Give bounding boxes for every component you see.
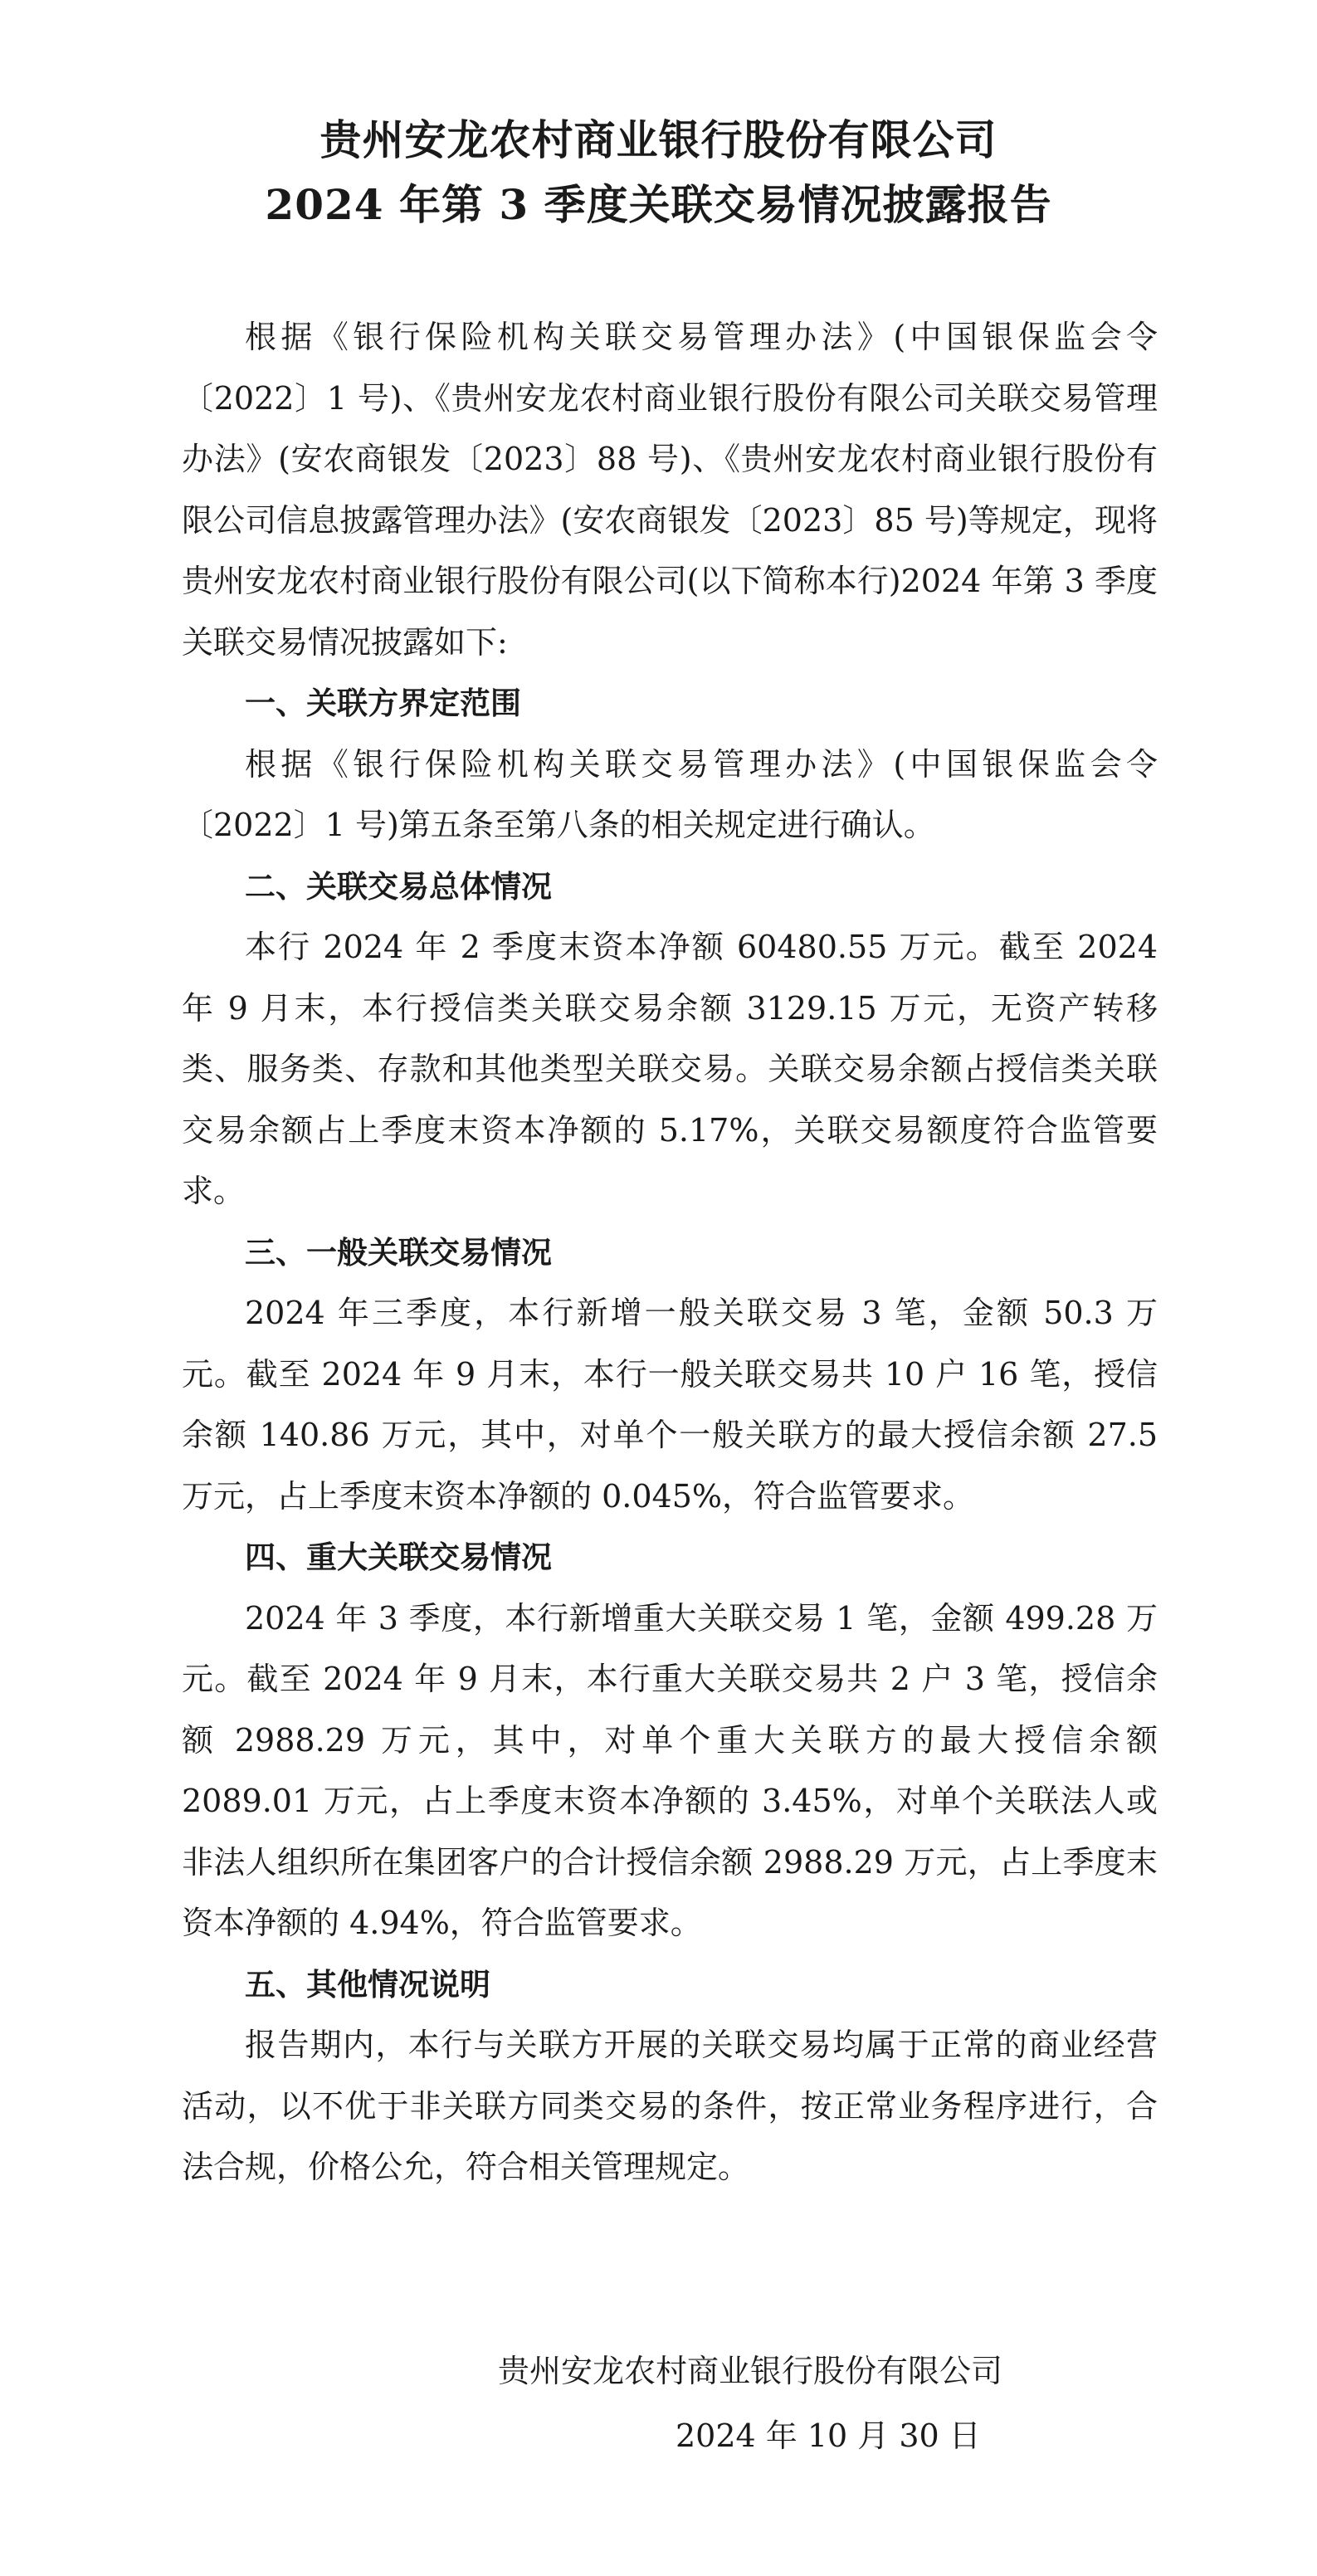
section-heading-2: 二、关联交易总体情况 — [245, 868, 552, 905]
section-paragraph-3: 2024 年三季度，本行新增一般关联交易 3 笔，金额 50.3 万元。截至 2024 年 9 月末，本行一般关联交易共 10 户 16 笔，授信余额 140.86 万元，其中，对单个一般关联方的最大授信余额 27.5 万元，占上季度末资本净额的 0.045%，符合监管要求。 — [182, 1295, 1158, 1515]
document-title-line-2: 2024 年第 3 季度关联交易情况披露报告 — [265, 180, 1052, 229]
document-title-line-1: 贵州安龙农村商业银行股份有限公司 — [319, 115, 998, 164]
section-paragraph-5: 报告期内，本行与关联方开展的关联交易均属于正常的商业经营活动，以不优于非关联方同类交易的条件，按正常业务程序进行，合法合规，价格公允，符合相关管理规定。 — [182, 2027, 1158, 2185]
intro-paragraph: 根据《银行保险机构关联交易管理办法》(中国银保监会令〔2022〕1 号)、《贵州安龙农村商业银行股份有限公司关联交易管理办法》(安农商银发〔2023〕88 号)、《贵州安龙农村商业银行股份有限公司信息披露管理办法》(安农商银发〔2023〕85 号)等规定，现将贵州安龙农村商业银行股份有限公司(以下简称本行)2024 年第 3 季度关联交易情况披露如下: — [182, 319, 1158, 661]
section-paragraph-2: 本行 2024 年 2 季度末资本净额 60480.55 万元。截至 2024 年 9 月末，本行授信类关联交易余额 3129.15 万元，无资产转移类、服务类、存款和其他类型关联交易。关联交易余额占授信类关联交易余额占上季度末资本净额的 5.17%，关联交易额度符合监管要求。 — [182, 929, 1158, 1209]
signature-organization: 贵州安龙农村商业银行股份有限公司 — [498, 2353, 1003, 2389]
section-heading-5: 五、其他情况说明 — [245, 1966, 490, 2003]
document-body — [182, 307, 1158, 2198]
section-heading-4: 四、重大关联交易情况 — [245, 1539, 552, 1575]
section-heading-3: 三、一般关联交易情况 — [245, 1234, 552, 1271]
section-paragraph-4: 2024 年 3 季度，本行新增重大关联交易 1 笔，金额 499.28 万元。截至 2024 年 9 月末，本行重大关联交易共 2 户 3 笔，授信余额 2988.29 万元，其中，对单个重大关联方的最大授信余额 2089.01 万元，占上季度末资本净额的 3.45%，对单个关联法人或非法人组织所在集团客户的合计授信余额 2988.29 万元，占上季度末资本净额的 4.94%，符合监管要求。 — [182, 1599, 1158, 1941]
section-heading-1: 一、关联方界定范围 — [245, 685, 521, 721]
signature-date: 2024 年 10 月 30 日 — [676, 2417, 981, 2454]
section-paragraph-1: 根据《银行保险机构关联交易管理办法》(中国银保监会令〔2022〕1 号)第五条至第八条的相关规定进行确认。 — [182, 745, 1158, 843]
